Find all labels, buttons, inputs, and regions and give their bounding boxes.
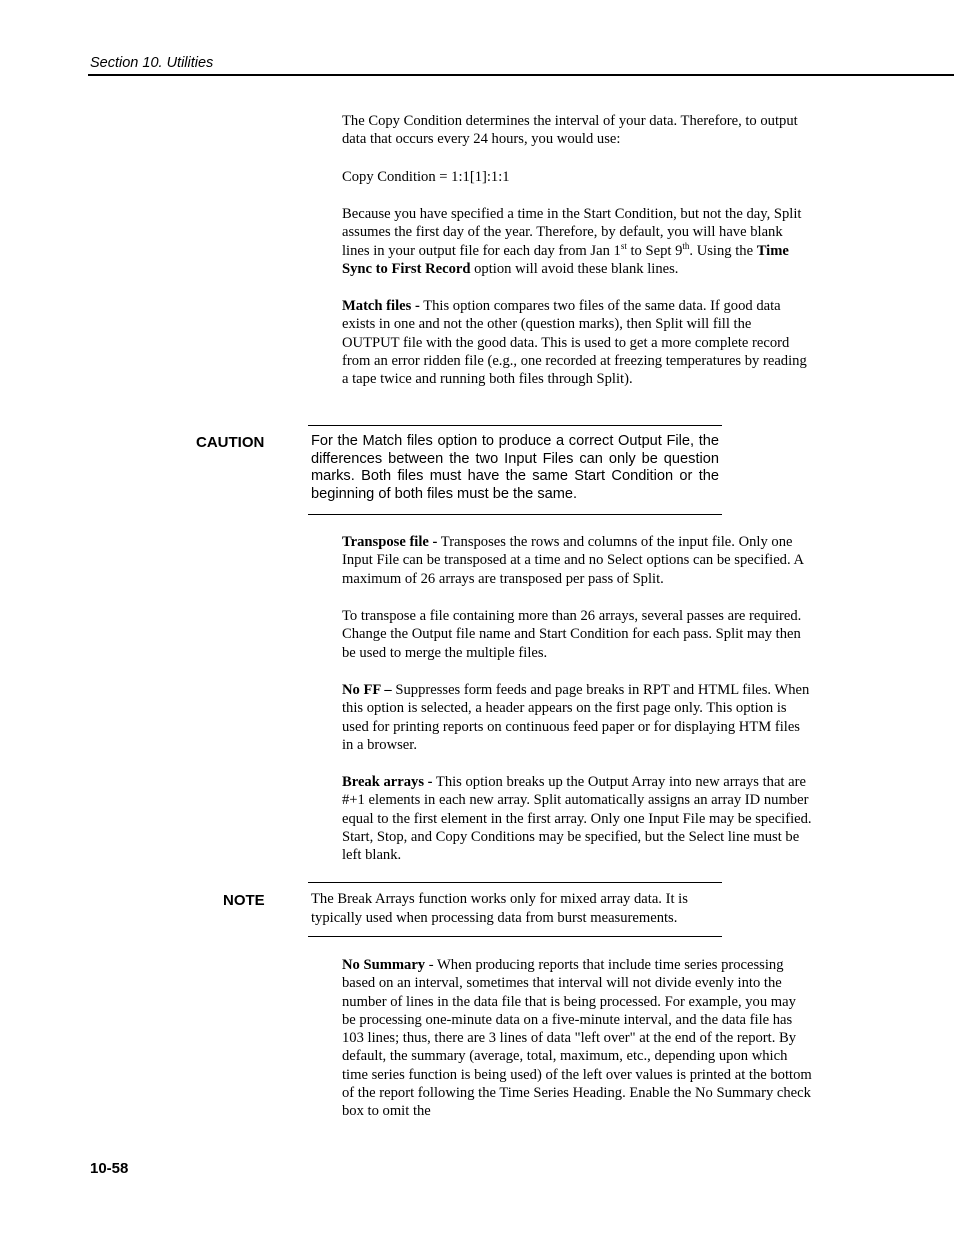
- note-label: NOTE: [223, 892, 265, 909]
- transpose-passes-paragraph: To transpose a file containing more than 26 arrays, several passes are required. Change the Output file name and Start Condition for each pass. Split may then be used to merge the multiple files.: [342, 608, 802, 661]
- start-condition-paragraph: Because you have specified a time in the Start Condition, but not the day, Split assumes the first day of the year. Therefore, by default, you will have blank lines in your output file for each day from Jan 1st to Sept 9th. Using the Time Sync to First Record option will avoid these blank lines.: [342, 206, 802, 277]
- caution-label: CAUTION: [196, 434, 265, 451]
- copy-condition-paragraph: The Copy Condition determines the interval of your data. Therefore, to output data that occurs every 24 hours, you would use:: [342, 113, 798, 148]
- match-files-paragraph: Match files - This option compares two files of the same data. If good data exists in one and not the other (question marks), then Split will fill the OUTPUT file with the good data. This is used to get a more complete record from an error ridden file (e.g., one recorded at freezing temperatures by reading a tape twice and running both files through Split).: [342, 298, 807, 388]
- section-header: Section 10. Utilities: [90, 55, 214, 71]
- header-rule: [88, 74, 954, 76]
- no-ff-paragraph: No FF – Suppresses form feeds and page breaks in RPT and HTML files. When this option is selected, a header appears on the first page only. This option is used for printing reports on continuous feed paper or for displaying HTM files in a browser.: [342, 682, 810, 753]
- transpose-file-paragraph: Transpose file - Transposes the rows and columns of the input file. Only one Input File can be transposed at a time and no Select options can be specified. A maximum of 26 arrays are transposed per pass of Split.: [342, 534, 804, 587]
- transpose-file-term: Transpose file -: [342, 534, 438, 550]
- no-summary-term: No Summary: [342, 957, 426, 973]
- match-files-term: Match files -: [342, 298, 420, 314]
- no-ff-term: No FF –: [342, 682, 392, 698]
- caution-text: For the Match files option to produce a correct Output File, the differences between the two Input Files can only be question marks. Both files must have the same Start Condition or the beginning of both files must be the same.: [311, 433, 719, 502]
- break-arrays-paragraph: Break arrays - This option breaks up the Output Array into new arrays that are #+1 elements in each new array. Split automatically assigns an array ID number equal to the first element in the first array. Only one Input File may be specified. Start, Stop, and Copy Conditions may be specified, but the Select line must be left blank.: [342, 774, 812, 864]
- no-summary-paragraph: No Summary - When producing reports that include time series processing based on an interval, sometimes that interval will not divide evenly into the number of lines in the data file that is being processed. For example, you may be processing one-minute data on a five-minute interval, and the data file has 103 lines; thus, there are 3 lines of data "left over" at the end of the report. By default, the summary (average, total, maximum, etc., depending upon which time series function is being used) of the left over values is printed at the bottom of the report following the Time Series Heading. Enable the No Summary check box to omit the: [342, 957, 812, 1120]
- break-arrays-term: Break arrays -: [342, 774, 433, 790]
- page-number: 10-58: [90, 1160, 129, 1177]
- note-text: The Break Arrays function works only for mixed array data. It is typically used when processing data from burst measurements.: [311, 891, 688, 926]
- time-sync-option-name: Time Sync to First Record: [342, 242, 789, 277]
- copy-condition-example: Copy Condition = 1:1[1]:1:1: [342, 169, 510, 185]
